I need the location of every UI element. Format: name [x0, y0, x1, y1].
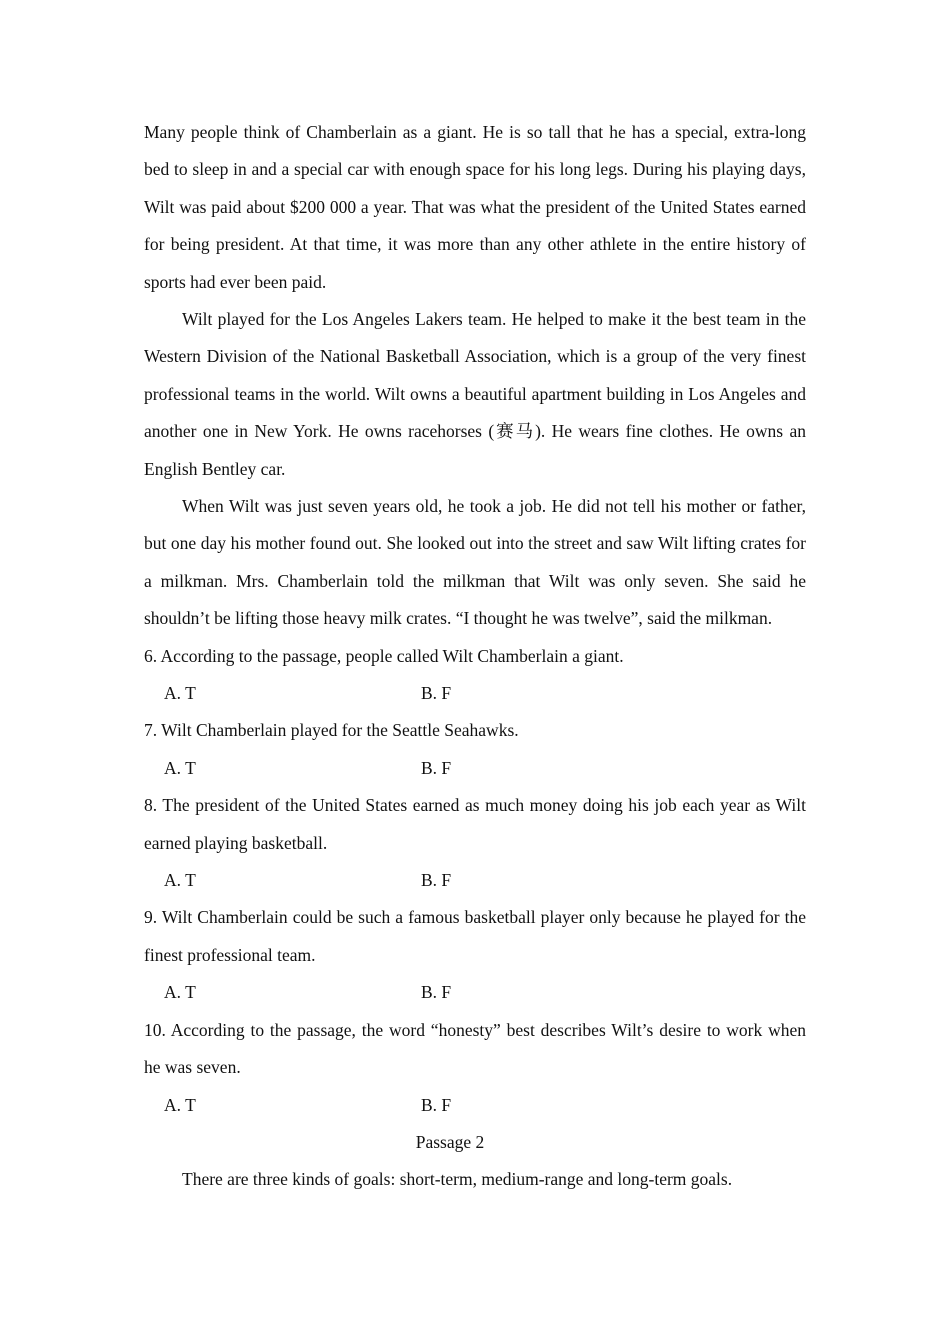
option-a: A. T [164, 982, 196, 1003]
question-text: 6. According to the passage, people called Wilt Chamberlain a giant. [144, 645, 624, 666]
passage1-paragraph-1: Many people think of Chamberlain as a giant. He is so tall that he has a special, extra-long bed to sleep in and a special car with enough space for his long legs. During his playing days, Wilt was paid about $200 000 a year. That was what the president of the United States earned for being president. At that time, it was more than any other athlete in the entire history of sports had ever been paid. [144, 122, 806, 292]
question-options [144, 862, 806, 899]
question-text: 10. According to the passage, the word “honesty” best describes Wilt’s desire to work when he was seven. [144, 1019, 806, 1078]
document-page [144, 114, 806, 1199]
question-options [144, 750, 806, 787]
question-options [144, 1087, 806, 1124]
passage1-paragraph-3: When Wilt was just seven years old, he took a job. He did not tell his mother or father, but one day his mother found out. She looked out into the street and saw Wilt lifting crates for a milkman. Mrs. Chamberlain told the milkman that Wilt was only seven. She said he shouldn’t be lifting those heavy milk crates. “I thought he was twelve”, said the milkman. [144, 496, 806, 629]
option-b: B. F [421, 982, 452, 1003]
passage2-intro: There are three kinds of goals: short-term, medium-range and long-term goals. [182, 1169, 733, 1190]
option-a: A. T [164, 870, 196, 891]
option-b: B. F [421, 683, 452, 704]
question-text: 9. Wilt Chamberlain could be such a famous basketball player only because he played for the finest professional team. [144, 907, 806, 965]
option-b: B. F [421, 870, 452, 891]
question-text: 8. The president of the United States earned as much money doing his job each year as Wilt earned playing basketball. [144, 795, 806, 853]
option-a: A. T [164, 757, 196, 778]
passage2-heading: Passage 2 [415, 1131, 485, 1152]
option-b: B. F [421, 757, 452, 778]
question-9 [144, 899, 806, 1011]
question-8 [144, 787, 806, 899]
question-10 [144, 1012, 806, 1124]
question-options [144, 974, 806, 1011]
question-options [144, 675, 806, 712]
passage1-paragraph-2: Wilt played for the Los Angeles Lakers team. He helped to make it the best team in the Western Division of the National Basketball Association, which is a group of the very finest professional teams in the world. Wilt owns a beautiful apartment building in Los Angeles and another one in New York. He owns racehorses (赛马). He wears fine clothes. He owns an English Bentley car. [144, 309, 806, 479]
option-b: B. F [421, 1094, 452, 1115]
question-text: 7. Wilt Chamberlain played for the Seattle Seahawks. [144, 720, 519, 741]
option-a: A. T [164, 683, 196, 704]
question-6 [144, 638, 806, 713]
option-a: A. T [164, 1094, 196, 1115]
question-7 [144, 712, 806, 787]
